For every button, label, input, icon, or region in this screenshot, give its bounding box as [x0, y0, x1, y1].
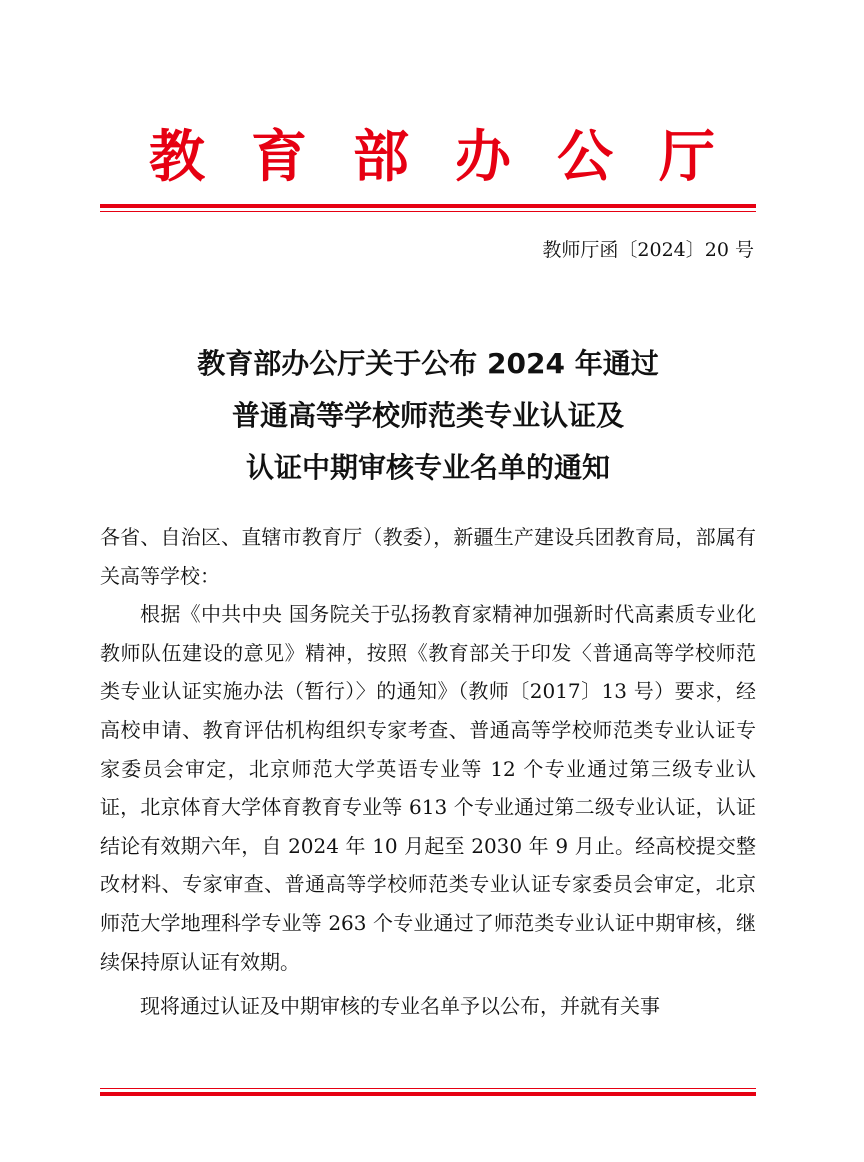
- body-paragraph-2: 现将通过认证及中期审核的专业名单予以公布，并就有关事: [140, 994, 660, 1019]
- issuer-masthead: 教育部办公厅: [149, 124, 761, 190]
- body-paragraph-1: 根据《中共中央 国务院关于弘扬教育家精神加强新时代高素质专业化教师队伍建设的意见》精神，按照《教育部关于印发〈普通高等学校师范类专业认证实施办法（暂行）〉的通知》（教师〔2017〕13 号）要求，经高校申请、教育评估机构组织专家考查、普通高等学校师范类专业认证专家委员会审定，北京师范大学英语专业等 12 个专业通过第三级专业认证，北京体育大学体育教育专业等 613 个专业通过第二级专业认证，认证结论有效期六年，自 2024 年 10 月起至 2030 年 9 月止。经高校提交整改材料、专家审查、普通高等学校师范类专业认证专家委员会审定，北京师范大学地理科学专业等 263 个专业通过了师范类专业认证中期审核，继续保持原认证有效期。: [100, 602, 756, 974]
- title-line-3: 认证中期审核专业名单的通知: [245, 451, 610, 484]
- document-body: [100, 518, 756, 1026]
- footer-rule-thick: [100, 1092, 756, 1096]
- document-number: 教师厅函〔2024〕20 号: [542, 239, 754, 261]
- addressee: 各省、自治区、直辖市教育厅（教委），新疆生产建设兵团教育局，部属有关高等学校：: [100, 525, 756, 588]
- header-rule-thin: [100, 211, 756, 212]
- footer-rule-thin: [100, 1088, 756, 1089]
- document-title: [100, 338, 756, 494]
- header-rule-thick: [100, 204, 756, 208]
- title-line-1: 教育部办公厅关于公布 2024 年通过: [197, 347, 659, 380]
- title-line-2: 普通高等学校师范类专业认证及: [231, 399, 624, 432]
